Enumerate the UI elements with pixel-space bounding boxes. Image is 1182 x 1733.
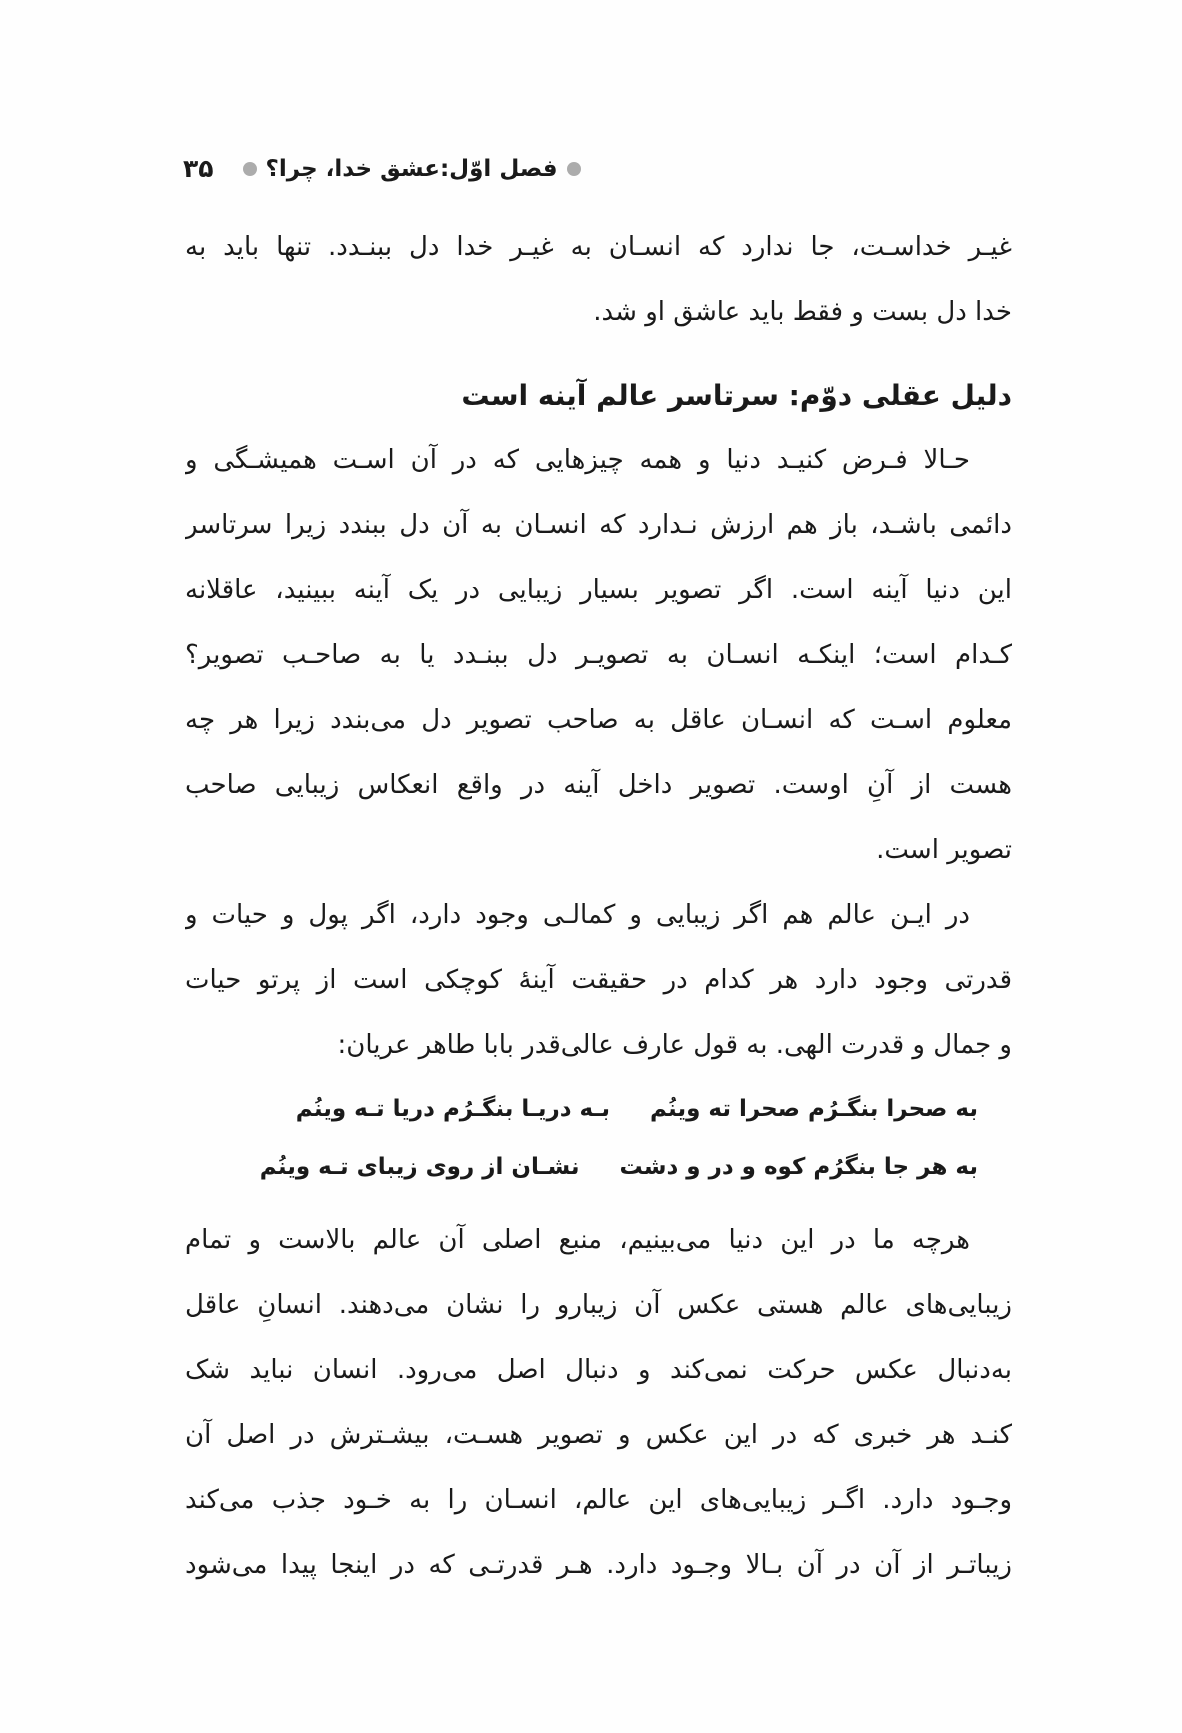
text-line: تصویر است. <box>876 835 1012 865</box>
page-body <box>185 215 1012 1598</box>
text-line: حـالا فـرض کنیـد دنیا و همه چیزهایی که در آن اسـت همیشـگی و <box>185 445 970 475</box>
paragraph <box>185 428 1012 883</box>
section-heading: دلیل عقلی دوّم: سرتاسر عالم آینه است <box>461 379 1012 412</box>
poem-hemistich: نشـان از روی زیبای تـه وینُم <box>259 1154 580 1180</box>
text-line: کـدام است؛ اینکـه انسـان به تصویـر دل ببنـدد یا به صاحـب تصویر؟ <box>185 640 1012 670</box>
text-line: دائمی باشـد، باز هم ارزش نـدارد که انسـان به آن دل ببندد زیرا سرتاسر <box>185 510 1012 540</box>
text-line: خدا دل بست و فقط باید عاشق او شد. <box>593 297 1012 327</box>
paragraph <box>185 1208 1012 1598</box>
header-bullet-icon <box>243 162 257 176</box>
text-line: زیبایی‌های عالم هستی عکس آن زیبارو را نشان می‌دهند. انسانِ عاقل <box>185 1290 1012 1320</box>
paragraph <box>185 883 1012 1078</box>
page-number: ۳۵ <box>183 154 214 183</box>
running-header <box>183 154 581 183</box>
text-line: در ایـن عالم هم اگر زیبایی و کمالـی وجود دارد، اگر پول و حیات و <box>185 900 970 930</box>
chapter-header-title: فصل اوّل:عشق خدا، چرا؟ <box>265 155 558 182</box>
poem-line <box>295 1080 978 1138</box>
text-line: هست از آنِ اوست. تصویر داخل آینه در واقع انعکاس زیبایی صاحب <box>185 770 1012 800</box>
text-line: این دنیا آینه است. اگر تصویر بسیار زیبایی در یک آینه ببینید، عاقلانه <box>185 575 1012 605</box>
text-line: قدرتی وجود دارد هر کدام در حقیقت آینهٔ کوچکی است از پرتو حیات <box>185 965 1012 995</box>
text-line: غیـر خداسـت، جا ندارد که انسـان به غیـر خدا دل ببنـدد. تنها باید به <box>185 232 1012 262</box>
poem-hemistich: به هر جا بنگرُم کوه و در و دشت <box>619 1154 978 1180</box>
text-line: به‌دنبال عکس حرکت نمی‌کند و دنبال اصل می‌رود. انسان نباید شک <box>185 1355 1012 1385</box>
text-line: هرچه ما در این دنیا می‌بینیم، منبع اصلی آن عالم بالاست و تمام <box>185 1225 970 1255</box>
text-line: زیباتـر از آن در آن بـالا وجـود دارد. هـر قدرتـی که در اینجا پیدا می‌شود <box>185 1550 1012 1580</box>
header-bullet-icon <box>567 162 581 176</box>
poem-hemistich: بـه دریـا بنگـرُم دریا تـه وینُم <box>295 1096 611 1122</box>
text-line: معلوم اسـت که انسـان عاقل به صاحب تصویر دل می‌بندد زیرا هر چه <box>185 705 1012 735</box>
paragraph <box>185 215 1012 345</box>
poem <box>259 1080 978 1196</box>
poem-hemistich: به صحرا بنگـرُم صحرا ته وینُم <box>650 1096 978 1122</box>
text-line: وجـود دارد. اگـر زیبایی‌های این عالم، انسـان را به خـود جذب می‌کند <box>185 1485 1012 1515</box>
poem-line <box>259 1138 978 1196</box>
text-line: و جمال و قدرت الهی. به قول عارف عالی‌قدر بابا طاهر عریان: <box>337 1030 1012 1060</box>
text-line: کنـد هر خبری که در این عکس و تصویر هسـت، بیشـترش در اصل آن <box>185 1420 1012 1450</box>
